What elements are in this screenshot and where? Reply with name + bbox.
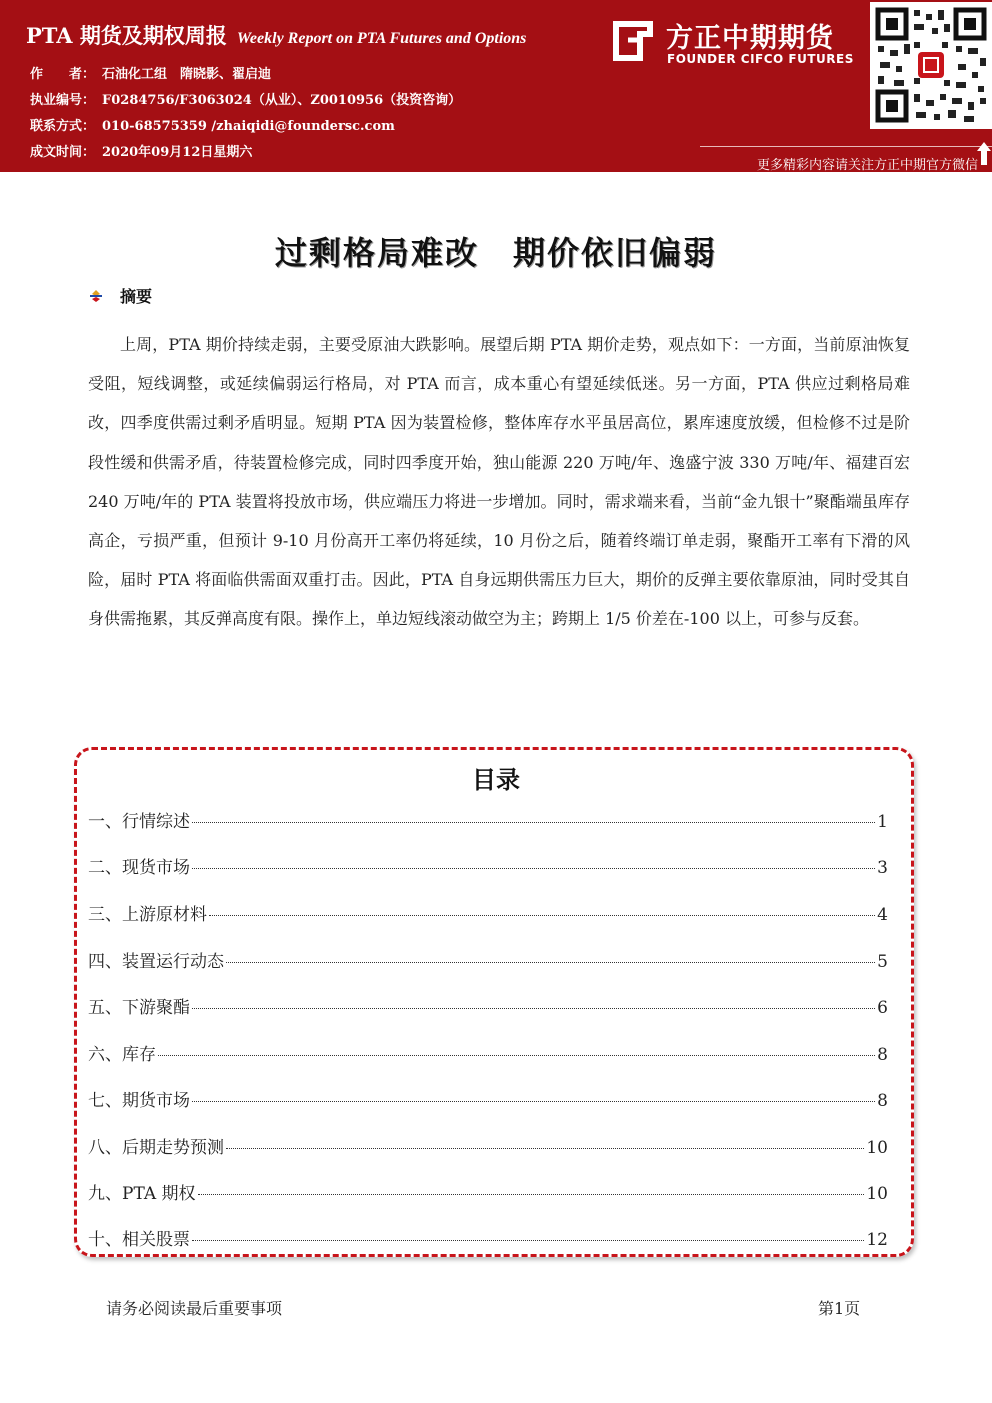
toc-item-page: 12 (866, 1230, 888, 1250)
toc-item[interactable] (88, 1040, 888, 1064)
report-series-title (26, 20, 526, 50)
bullet-diamond-icon (88, 288, 108, 304)
qr-code-icon (870, 2, 992, 129)
toc-item-page: 6 (877, 998, 888, 1018)
toc-item-label: 九、PTA 期权 (88, 1184, 196, 1204)
contact-line (30, 115, 395, 134)
arrow-up-icon (976, 140, 992, 166)
license-line (30, 89, 461, 108)
brand-name-en: FOUNDER CIFCO FUTURES (667, 52, 854, 66)
wechat-divider (700, 146, 992, 147)
footer-disclaimer-note: 请务必阅读最后重要事项 (106, 1299, 283, 1318)
toc-item[interactable] (88, 947, 888, 971)
series-title-en: Weekly Report on PTA Futures and Options (236, 30, 527, 47)
founder-logo-icon (610, 18, 656, 64)
brand-logo (610, 14, 870, 70)
toc-item[interactable] (88, 993, 888, 1017)
toc-leader-dots (158, 1055, 875, 1056)
author-value: 石油化工组 隋晓影、翟启迪 (102, 67, 272, 82)
toc-item[interactable] (88, 1225, 888, 1249)
report-title: 过剩格局难改 期价依旧偏弱 (274, 234, 717, 272)
toc-item-page: 10 (866, 1138, 888, 1158)
footer-page-number: 第1页 (818, 1299, 861, 1318)
toc-item-page: 4 (877, 905, 888, 925)
toc-item[interactable] (88, 900, 888, 924)
toc-item-page: 3 (877, 858, 888, 878)
wechat-follow-note: 更多精彩内容请关注方正中期官方微信 (756, 158, 978, 173)
license-label: 执业编号： (30, 93, 96, 108)
summary-heading-label: 摘要 (120, 287, 153, 306)
toc-item[interactable] (88, 807, 888, 831)
toc-leader-dots (226, 1148, 864, 1149)
toc-leader-dots (192, 822, 875, 823)
summary-body (88, 325, 910, 639)
toc-item-label: 一、行情综述 (88, 812, 190, 832)
toc-leader-dots (192, 1008, 875, 1009)
wechat-follow-bar (700, 146, 992, 172)
toc-item-page: 8 (877, 1091, 888, 1111)
toc-item-label: 五、下游聚酯 (88, 998, 190, 1018)
toc-item-label: 十、相关股票 (88, 1230, 190, 1250)
date-value: 2020年09月12日星期六 (102, 145, 253, 160)
summary-paragraph: 上周，PTA 期价持续走弱，主要受原油大跌影响。展望后期 PTA 期价走势，观点如下：一方面，当前原油恢复受阻，短线调整，或延续偏弱运行格局，对 PTA 而言，成本重心有望延续低迷。另一方面，PTA 供应过剩格局难改，四季度供需过剩矛盾明显。短期 PTA 因为装置检修，整体库存水平虽居高位，累库速度放缓，但检修不过是阶段性缓和供需矛盾，待装置检修完成，同时四季度开始，独山能源 220 万吨/年、逸盛宁波 330 万吨/年、福建百宏 240 万吨/年的 PTA 装置将投放市场，供应端压力将进一步增加。同时，需求端来看，当前“金九银十”聚酯端虽库存高企，亏损严重，但预计 9-10 月份高开工率仍将延续，10 月份之后，随着终端订单走弱，聚酯开工率有下滑的风险，届时 PTA 将面临供需面双重打击。因此，PTA 自身远期供需压力巨大，期价的反弹主要依靠原油，同时受其自身供需拖累，其反弹高度有限。操作上，单边短线滚动做空为主；跨期上 1/5 价差在-100 以上，可参与反套。 (88, 335, 910, 629)
toc-item-label: 二、现货市场 (88, 858, 190, 878)
date-label: 成文时间： (30, 145, 96, 160)
toc-title: 目录 (472, 765, 520, 794)
contact-value: 010-68575359 /zhaiqidi@foundersc.com (102, 119, 395, 134)
toc-item[interactable] (88, 853, 888, 877)
toc-item[interactable] (88, 1133, 888, 1157)
date-line (30, 141, 252, 160)
author-label: 作 者： (30, 67, 96, 82)
toc-item[interactable] (88, 1086, 888, 1110)
toc-item-page: 1 (877, 812, 888, 832)
contact-label: 联系方式： (30, 119, 96, 134)
toc-item-label: 八、后期走势预测 (88, 1138, 224, 1158)
summary-heading (88, 284, 152, 307)
toc-leader-dots (198, 1194, 865, 1195)
toc-item-page: 5 (877, 952, 888, 972)
report-header (0, 0, 992, 172)
toc-leader-dots (192, 868, 875, 869)
toc-item-label: 六、库存 (88, 1045, 156, 1065)
author-line (30, 63, 271, 82)
toc-item-page: 10 (866, 1184, 888, 1204)
license-value: F0284756/F3063024（从业）、Z0010956（投资咨询） (102, 93, 462, 108)
toc-leader-dots (192, 1101, 875, 1102)
brand-name-cn: 方正中期期货 (666, 23, 834, 54)
toc-item-label: 四、装置运行动态 (88, 952, 224, 972)
toc-item-label: 七、期货市场 (88, 1091, 190, 1111)
series-title-cn: PTA 期货及期权周报 (26, 23, 227, 48)
toc-leader-dots (209, 915, 875, 916)
toc-item-page: 8 (877, 1045, 888, 1065)
toc-item[interactable] (88, 1179, 888, 1203)
toc-leader-dots (192, 1240, 864, 1241)
toc-leader-dots (226, 962, 875, 963)
toc-item-label: 三、上游原材料 (88, 905, 207, 925)
